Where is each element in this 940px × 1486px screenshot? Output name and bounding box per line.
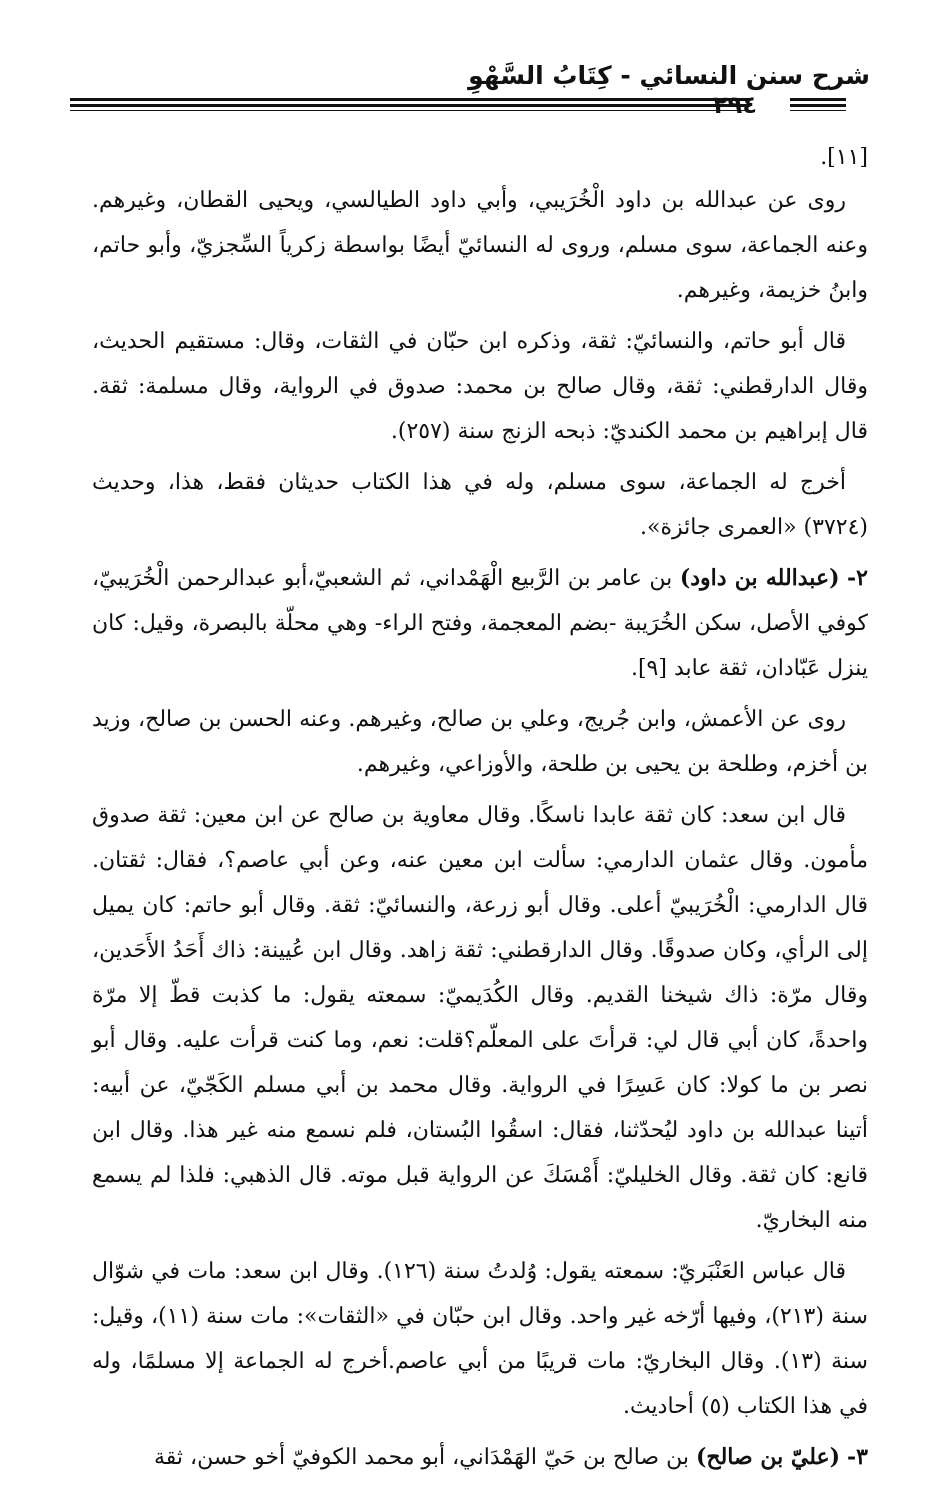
paragraph-grading: قال أبو حاتم، والنسائيّ: ثقة، وذكره ابن حبّان في الثقات، وقال: مستقيم الحديث، وقال الدارقطني: ثقة، وقال صالح بن محمد: صدوق في الرواية، وقال مسلمة: ثقة. قال إبراهيم بن محمد الكنديّ: ذبحه الزنج سنة (٢٥٧). <box>92 329 868 444</box>
header-rule-bottom <box>70 110 750 111</box>
paragraph-entry-2-narrators: روى عن الأعمش، وابن جُريج، وعلي بن صالح، وغيرهم. وعنه الحسن بن صالح، وزيد بن أخزم، وطلحة بن يحيى بن طلحة، والأوزاعي، وغيرهم. <box>92 707 868 777</box>
paragraph-narrators: روى عن عبدالله بن داود الْخُرَيبي، وأبي داود الطيالسي، ويحيى القطان، وغيرهم. وعنه الجماعة، سوى مسلم، وروى له النسائيّ أيضًا بواسطة زكرياً السِّجزيّ، وأبو حاتم، وابنُ خزيمة، وغيرهم. <box>92 188 868 303</box>
reference-marker: [١١]. <box>820 145 868 170</box>
header-rule-right-middle <box>790 104 846 107</box>
entry-3-number: ٣- <box>847 1444 868 1470</box>
page-body <box>92 138 868 1486</box>
entry-2-number: ٢- <box>847 565 868 591</box>
entry-2 <box>92 556 868 691</box>
paragraph-entry-2-death: قال عباس العَنْبَريّ: سمعته يقول: وُلدتُ سنة (١٢٦). وقال ابن سعد: مات في شوّال سنة (٢١٣)، وفيها أرّخه غير واحد. وقال ابن حبّان في «الثقات»: مات سنة (١١)، وقيل: سنة (١٣). وقال البخاريّ: مات قريبًا من أبي عاصم.أخرج له الجماعة إلا مسلمًا، وله في هذا الكتاب (٥) أحاديث. <box>92 1259 868 1419</box>
header-rule-middle <box>70 104 750 107</box>
page-number: ٢٩٤ <box>713 91 757 119</box>
paragraph-entry-2-grading: قال ابن سعد: كان ثقة عابدا ناسكًا. وقال معاوية بن صالح عن ابن معين: ثقة صدوق مأمون. وقال عثمان الدارمي: سألت ابن معين عنه، وعن أبي عاصم؟، فقال: ثقتان. قال الدارمي: الْخُرَيبيّ أعلى. وقال أبو زرعة، والنسائيّ: ثقة. وقال أبو حاتم: كان يميل إلى الرأي، وكان صدوقًا. وقال الدارقطني: ثقة زاهد. وقال ابن عُيينة: ذاك أَحَدُ الأَحَدين، وقال مرّة: ذاك شيخنا القديم. وقال الكُدَيميّ: سمعته يقول: ما كذبت قطّ إلا مرّة واحدةً، كان أبي قال لي: قرأتَ على المعلّم؟قلت: نعم، وما كنت قرأت عليه. وقال أبو نصر بن ما كولا: كان عَسِرًا في الرواية. وقال محمد بن أبي مسلم الكَجّيّ، عن أبيه: أتينا عبدالله بن داود ليُحدّثنا، فقال: اسقُوا البُستان، فلم نسمع منه غير هذا. وقال ابن قانع: كان ثقة. وقال الخليليّ: أَمْسَكَ عن الرواية قبل موته. قال الذهبي: فلذا لم يسمع منه البخاريّ. <box>92 803 868 1233</box>
entry-3 <box>92 1435 868 1480</box>
entry-3-text: بن صالح بن حَيّ الهَمْدَاني، أبو محمد الكوفيّ أخو حسن، ثقة <box>153 1445 689 1470</box>
header-rule-top <box>70 98 750 101</box>
header-rule-right-bottom <box>790 110 846 111</box>
header-rule-right-top <box>790 98 846 101</box>
entry-3-name: (عليّ بن صالح) <box>695 1444 841 1470</box>
entry-2-name: (عبدالله بن داود) <box>679 565 840 591</box>
entry-2-text: بن عامر بن الرَّبيع الْهَمْداني، ثم الشعبيّ،أبو عبدالرحمن الْخُرَيبيّ، كوفي الأصل، سكن الخُرَيبة -بضم المعجمة، وفتح الراء- وهي محلّة بالبصرة، وقيل: كان ينزل عَبّادان، ثقة عابد [٩]. <box>92 566 868 681</box>
paragraph-collections: أخرج له الجماعة، سوى مسلم، وله في هذا الكتاب حديثان فقط، هذا، وحديث (٣٧٢٤) «العمرى جائزة». <box>92 470 868 540</box>
running-title: شرح سنن النسائي - كِتَابُ السَّهْوِ <box>468 61 870 90</box>
